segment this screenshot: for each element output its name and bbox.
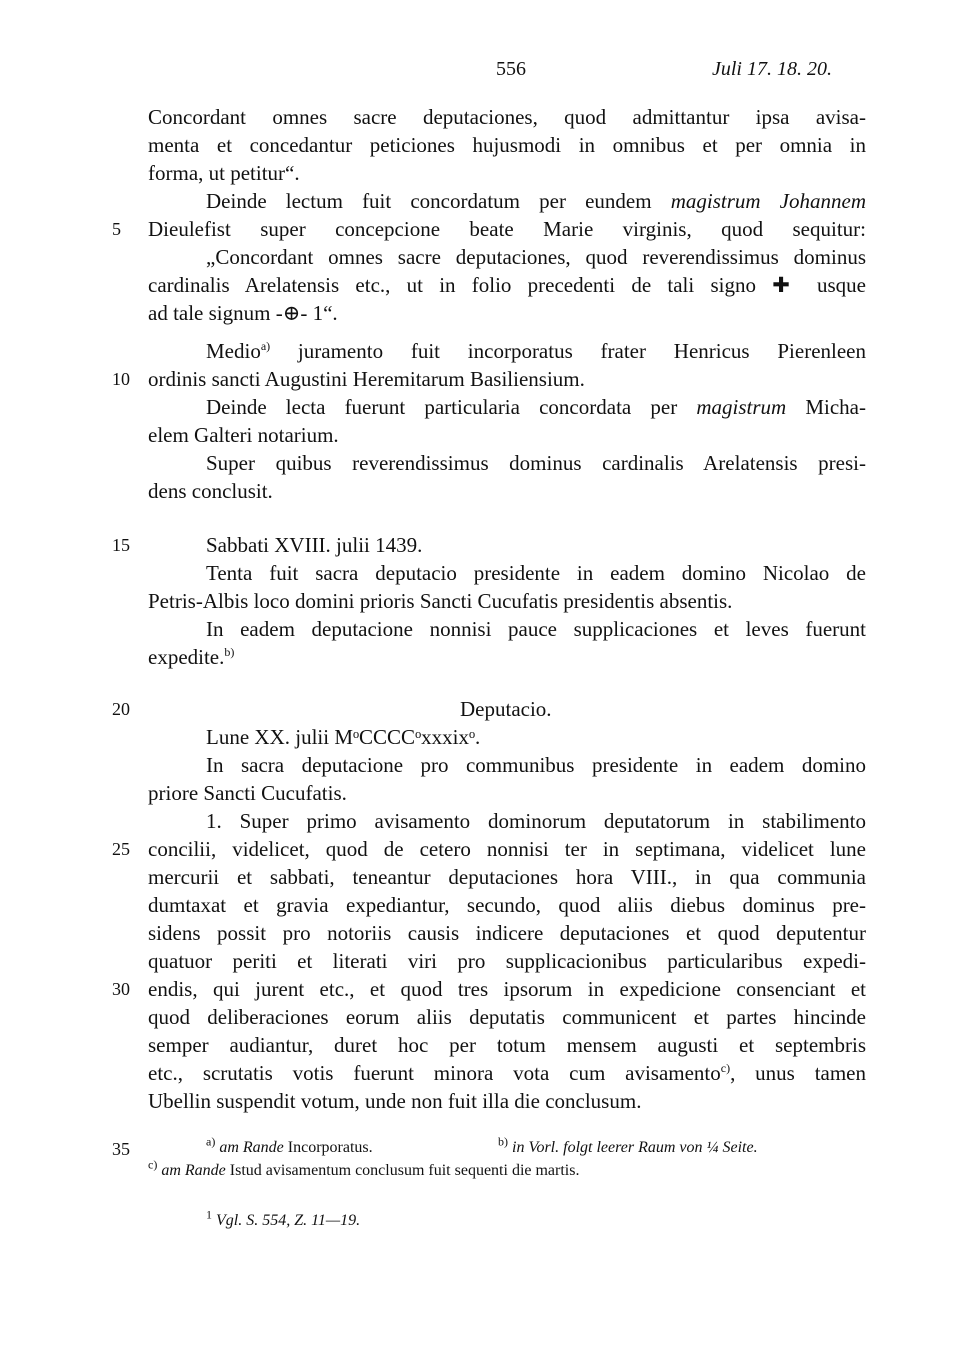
text-line: priore Sancti Cucufatis. <box>148 781 347 805</box>
footnote-marker: b) <box>224 645 235 659</box>
text-line: ad tale signum -⊕- 1“. <box>148 301 338 325</box>
line-number: 30 <box>112 979 130 999</box>
text-line: endis, qui jurent etc., et quod tres ipsorum in expedicione consenciant et <box>148 977 866 1001</box>
emphasis: magistrum <box>696 395 787 419</box>
signum-symbol: -⊕- <box>275 301 308 325</box>
text-line: cardinalis Arelatensis etc., ut in folio precedenti de tali signo ✚ usque <box>148 273 866 297</box>
reference-note: $^1$ Vgl. S. 554, Z. 11—19. <box>206 1207 361 1229</box>
footnote-c: $^{c)}$ am Rande Istud avisamentum conclusum fuit sequenti die martis. <box>148 1157 580 1179</box>
text-line: elem Galteri notarium. <box>148 423 339 447</box>
text-line: etc., scrutatis votis fuerunt minora vota cum avisamento$^{c)}$, unus tamen <box>148 1061 867 1085</box>
line-number: 35 <box>112 1139 130 1159</box>
text-line: quod deliberaciones eorum aliis deputatis communicent et partes hincinde <box>148 1005 866 1029</box>
emphasis: magistrum Johannem <box>670 189 866 213</box>
line-number: 25 <box>112 839 130 859</box>
text-line: Super quibus reverendissimus dominus cardinalis Arelatensis presi- <box>206 451 866 475</box>
text-line: „Concordant omnes sacre deputaciones, quod reverendissimus dominus <box>206 245 866 269</box>
text-line: 1. Super primo avisamento dominorum deputatorum in stabilimento <box>206 809 866 833</box>
text-line: ordinis sancti Augustini Heremitarum Basiliensium. <box>148 367 585 391</box>
section-heading: Sabbati XVIII. julii 1439. <box>206 533 423 557</box>
text-line: dumtaxat et gravia expediantur, secundo, quod aliis diebus dominus pre- <box>148 893 866 917</box>
text-line: In eadem deputacione nonnisi pauce supplicaciones et leves fuerunt <box>206 617 866 641</box>
text-line: Dieulefist super concepcione beate Marie virginis, quod sequitur: <box>148 217 866 241</box>
text-line: Tenta fuit sacra deputacio presidente in eadem domino Nicolao de <box>206 561 866 585</box>
header-dates: Juli 17. 18. 20. <box>712 58 832 80</box>
text-line: menta et concedantur peticiones hujusmodi in omnibus et per omnia in <box>148 133 866 157</box>
text-line: concilii, videlicet, quod de cetero nonnisi ter in septimana, videlicet lune <box>148 837 866 861</box>
text-line: quatuor periti et literati viri pro supplicacionibus particularibus expedi- <box>148 949 866 973</box>
footnote-a: $^{a)}$ am Rande Incorporatus. <box>206 1134 373 1156</box>
line-number: 15 <box>112 535 130 555</box>
footnote-marker: c) <box>720 1061 731 1075</box>
footnote-b: $^{b)}$ in Vorl. folgt leerer Raum von ¼ Seite. <box>498 1134 758 1156</box>
line-number: 10 <box>112 369 130 389</box>
text-line: In sacra deputacione pro communibus presidente in eadem domino <box>206 753 866 777</box>
section-heading: Deputacio. <box>460 697 552 721</box>
text-line: Medio$^{a)}$ juramento fuit incorporatus frater Henricus Pierenleen <box>206 339 866 363</box>
text-line: mercurii et sabbati, teneantur deputaciones hora VIII., in qua communia <box>148 865 866 889</box>
text-line: Ubellin suspendit votum, unde non fuit illa die conclusum. <box>148 1089 642 1113</box>
line-number: 20 <box>112 699 130 719</box>
text-line: Petris-Albis loco domini prioris Sancti Cucufatis presidentis absentis. <box>148 589 733 613</box>
text-line: Lune XX. julii MᵒCCCCᵒxxxixᵒ. <box>206 725 481 749</box>
text-line: dens conclusit. <box>148 479 273 503</box>
text-line: sidens possit pro notoriis causis indicere deputaciones et quod deputentur <box>148 921 866 945</box>
line-number: 5 <box>112 219 121 239</box>
text-line: forma, ut petitur“. <box>148 161 300 185</box>
text-line: Deinde lecta fuerunt particularia concordata per magistrum Micha- <box>206 395 866 419</box>
text-line: Deinde lectum fuit concordatum per eundem magistrum Johannem <box>206 189 866 213</box>
text-line: semper audiantur, duret hoc per totum mensem augusti et septembris <box>148 1033 866 1057</box>
footnote-marker: a) <box>260 339 271 353</box>
text-line: expedite.$^{b)}$ <box>148 645 235 669</box>
text-line: Concordant omnes sacre deputaciones, quod admittantur ipsa avisa- <box>148 105 866 129</box>
page-number: 556 <box>496 58 526 80</box>
